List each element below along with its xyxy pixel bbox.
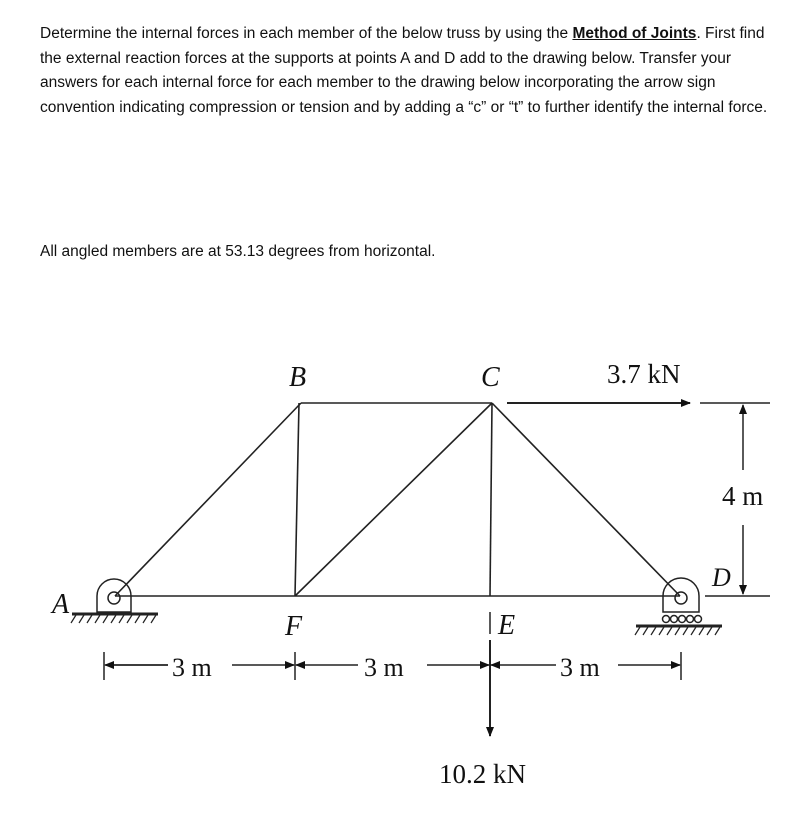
member-BF	[295, 403, 299, 596]
member-AB	[115, 403, 301, 596]
member-FC	[295, 403, 492, 596]
problem-text-after: . First find the external reaction forces at the supports at points A and D add to the drawing below. Transfer your answers for each internal force for each member to the drawing below incorporating the arrow sign convention indicating compression or tension and by adding a “c” or “t” to further identify the internal force.	[40, 25, 768, 116]
method-of-joints-label: Method of Joints	[572, 25, 697, 42]
dimension-FE: 3 m	[364, 653, 404, 682]
dimension-ED: 3 m	[560, 653, 600, 682]
load-label-3-7kN: 3.7 kN	[607, 359, 681, 389]
joint-label-E: E	[498, 610, 516, 641]
pin-support-A	[71, 579, 158, 623]
member-CD	[492, 403, 680, 596]
joint-label-D: D	[712, 563, 731, 592]
problem-text-before: Determine the internal forces in each member of the below truss by using the	[40, 25, 573, 42]
load-label-10-2kN: 10.2 kN	[439, 759, 526, 789]
roller-support-D	[635, 578, 722, 635]
joint-label-C: C	[481, 362, 500, 393]
joint-label-B: B	[289, 362, 307, 393]
dimension-height: 4 m	[722, 481, 764, 511]
member-CE	[490, 403, 492, 596]
joint-label-A: A	[52, 589, 70, 620]
joint-label-F: F	[285, 611, 303, 642]
angle-note: All angled members are at 53.13 degrees from horizontal.	[40, 243, 436, 260]
dimension-AF: 3 m	[172, 653, 212, 682]
